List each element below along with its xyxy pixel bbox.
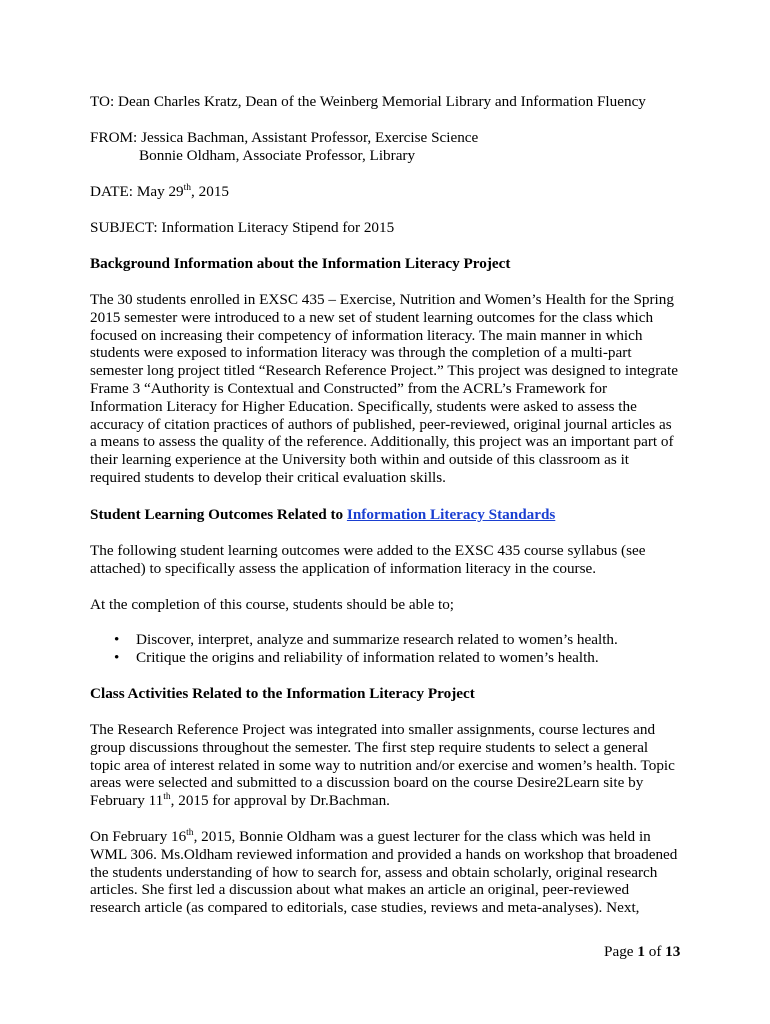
paragraph-line: research article (as compared to editorials, case studies, reviews and meta-analyses). Next, <box>90 899 640 917</box>
outcomes-intro-paragraph <box>90 542 682 578</box>
paragraph-line: Information Literacy for Higher Education. Specifically, students were asked to assess the <box>90 397 637 415</box>
paragraph-line: topic area of interest related in some way to nutrition and/or exercise and women’s health. Topic <box>90 756 675 774</box>
bullet-icon: • <box>114 649 120 666</box>
paragraph-line: The 30 students enrolled in EXSC 435 – Exercise, Nutrition and Women’s Health for the Spring <box>90 291 674 308</box>
memo-subject: SUBJECT: Information Literacy Stipend for 2015 <box>90 219 395 236</box>
paragraph-line: articles. She first led a discussion about what makes an article an original, peer-reviewed <box>90 881 630 899</box>
paragraph-line: a means to assess the quality of the reference. Additionally, this project was an important part of <box>90 433 674 451</box>
activities-paragraph-1 <box>90 721 682 810</box>
activities-paragraph-2 <box>90 828 682 917</box>
bullet-icon: • <box>114 631 120 648</box>
background-paragraph <box>90 291 682 487</box>
paragraph-line: areas were selected and submitted to a discussion board on the course Desire2Learn site by <box>90 774 644 792</box>
paragraph-line: students were exposed to information literacy was through the completion of a multi-part <box>90 344 632 362</box>
paragraph-line: accuracy of citation practices of authors of published, peer-reviewed, original journal articles as <box>90 415 672 433</box>
paragraph-line: the students understanding of how to search for, assess and obtain scholarly, original research <box>90 863 658 881</box>
paragraph-line: focused on increasing their competency of information literacy. The main manner in which <box>90 326 643 344</box>
paragraph-line: group discussions throughout the semester. The first step require students to select a general <box>90 738 649 756</box>
paragraph-line: WML 306. Ms.Oldham reviewed information and provided a hands on workshop that broadened <box>90 845 678 863</box>
information-literacy-standards-link[interactable]: Information Literacy Standards <box>346 506 556 523</box>
memo-from-line1: FROM: Jessica Bachman, Assistant Professor, Exercise Science <box>90 129 479 146</box>
memo-to: TO: Dean Charles Kratz, Dean of the Weinberg Memorial Library and Information Fluency <box>90 93 646 110</box>
page-number-footer: Page 1 of 13 <box>604 943 681 960</box>
section-heading-activities: Class Activities Related to the Information Literacy Project <box>90 685 475 702</box>
outcomes-list <box>90 631 618 667</box>
list-item: • Critique the origins and reliability of information related to women’s health. <box>114 649 599 666</box>
paragraph-line: 2015 semester were introduced to a new set of student learning outcomes for the class which <box>90 308 654 326</box>
outcomes-lead: At the completion of this course, students should be able to; <box>90 596 455 613</box>
paragraph-line: Frame 3 “Authority is Contextual and Constructed” from the ACRL’s Framework for <box>90 379 607 397</box>
paragraph-line: their learning experience at the University both within and outside of this classroom as it <box>90 451 630 469</box>
memo-date: DATE: May 29th, 2015 <box>90 182 230 200</box>
paragraph-line: February 11th, 2015 for approval by Dr.Bachman. <box>90 792 390 810</box>
list-item: • Discover, interpret, analyze and summarize research related to women’s health. <box>114 631 618 648</box>
memo-from-line2: Bonnie Oldham, Associate Professor, Library <box>139 147 416 164</box>
section-heading-background: Background Information about the Information Literacy Project <box>90 255 511 272</box>
paragraph-line: semester long project titled “Research Reference Project.” This project was designed to integrate <box>90 362 679 380</box>
paragraph-line: The Research Reference Project was integrated into smaller assignments, course lectures and <box>90 721 656 738</box>
paragraph-line: On February 16th, 2015, Bonnie Oldham was a guest lecturer for the class which was held in <box>90 827 651 845</box>
paragraph-line: The following student learning outcomes were added to the EXSC 435 course syllabus (see <box>90 542 646 559</box>
section-heading-outcomes: Student Learning Outcomes Related to Information Literacy Standards <box>90 506 556 523</box>
paragraph-line: attached) to specifically assess the application of information literacy in the course. <box>90 559 597 577</box>
paragraph-line: required students to develop their critical evaluation skills. <box>90 468 446 486</box>
